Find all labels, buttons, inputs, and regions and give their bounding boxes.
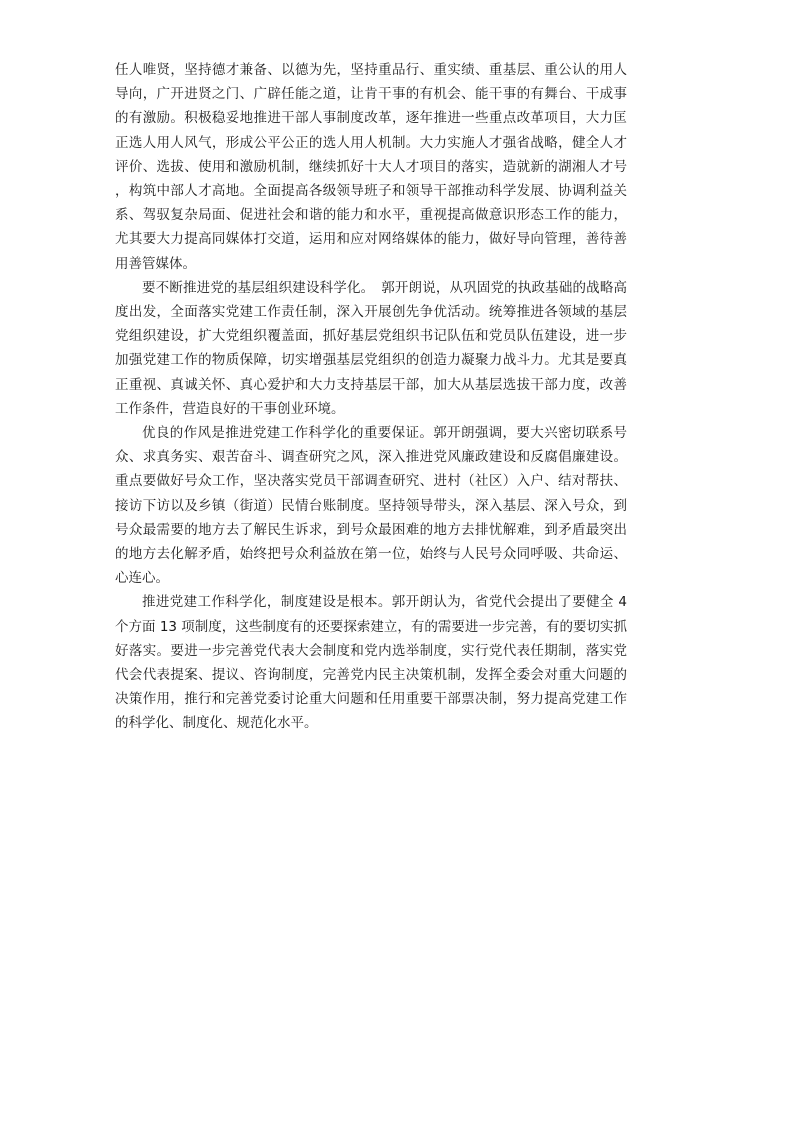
- paragraph-cadre-selection: 任人唯贤，坚持德才兼备、以德为先，坚持重品行、重实绩、重基层、重公认的用人导向，广开进贤之门、广辟任能之道，让肯干事的有机会、能干事的有舞台、干成事的有激励。积极稳妥地推进干部人事制度改革，逐年推进一些重点改革项目，大力匡正选人用人风气，形成公平公正的选人用人机制。大力实施人才强省战略，健全人才评价、选拔、使用和激励机制，继续抓好十大人才项目的落实，造就新的湖湘人才号，构筑中部人才高地。全面提高各级领导班子和领导干部推动科学发展、协调利益关系、驾驭复杂局面、促进社会和谐的能力和水平，重视提高做意识形态工作的能力，尤其要大力提高同媒体打交道，运用和应对网络媒体的能力，做好导向管理，善待善用善管媒体。: [115, 62, 627, 272]
- paragraph-work-style: 优良的作风是推进党建工作科学化的重要保证。郭开朗强调，要大兴密切联系号众、求真务实、艰苦奋斗、调查研究之风，深入推进党风廉政建设和反腐倡廉建设。重点要做好号众工作，坚决落实党员干部调查研究、进村（社区）入户、结对帮扶、接访下访以及乡镇（街道）民情台账制度。坚持领导带头，深入基层、深入号众，到号众最需要的地方去了解民生诉求，到号众最困难的地方去排忧解难，到矛盾最突出的地方去化解矛盾，始终把号众利益放在第一位，始终与人民号众同呼吸、共命运、心连心。: [115, 425, 627, 587]
- document-page: [115, 58, 627, 736]
- paragraph-institution-building: 推进党建工作科学化，制度建设是根本。郭开朗认为，省党代会提出了要健全 4 个方面 13 项制度，这些制度有的还要探索建立，有的需要进一步完善，有的要切实抓好落实。要进一步完善党代表大会制度和党内选举制度，实行党代表任期制，落实党代会代表提案、提议、咨询制度，完善党内民主决策机制，发挥全委会对重大问题的决策作用，推行和完善党委讨论重大问题和任用重要干部票决制，努力提高党建工作的科学化、制度化、规范化水平。: [115, 594, 627, 732]
- paragraph-grassroots-organization: 要不断推进党的基层组织建设科学化。 郭开朗说，从巩固党的执政基础的战略高度出发，全面落实党建工作责任制，深入开展创先争优活动。统筹推进各领域的基层党组织建设，扩大党组织覆盖面，抓好基层党组织书记队伍和党员队伍建设，进一步加强党建工作的物质保障，切实增强基层党组织的创造力凝聚力战斗力。尤其是要真正重视、真诚关怀、真心爱护和大力支持基层干部，加大从基层选拔干部力度，改善工作条件，营造良好的干事创业环境。: [115, 279, 627, 417]
